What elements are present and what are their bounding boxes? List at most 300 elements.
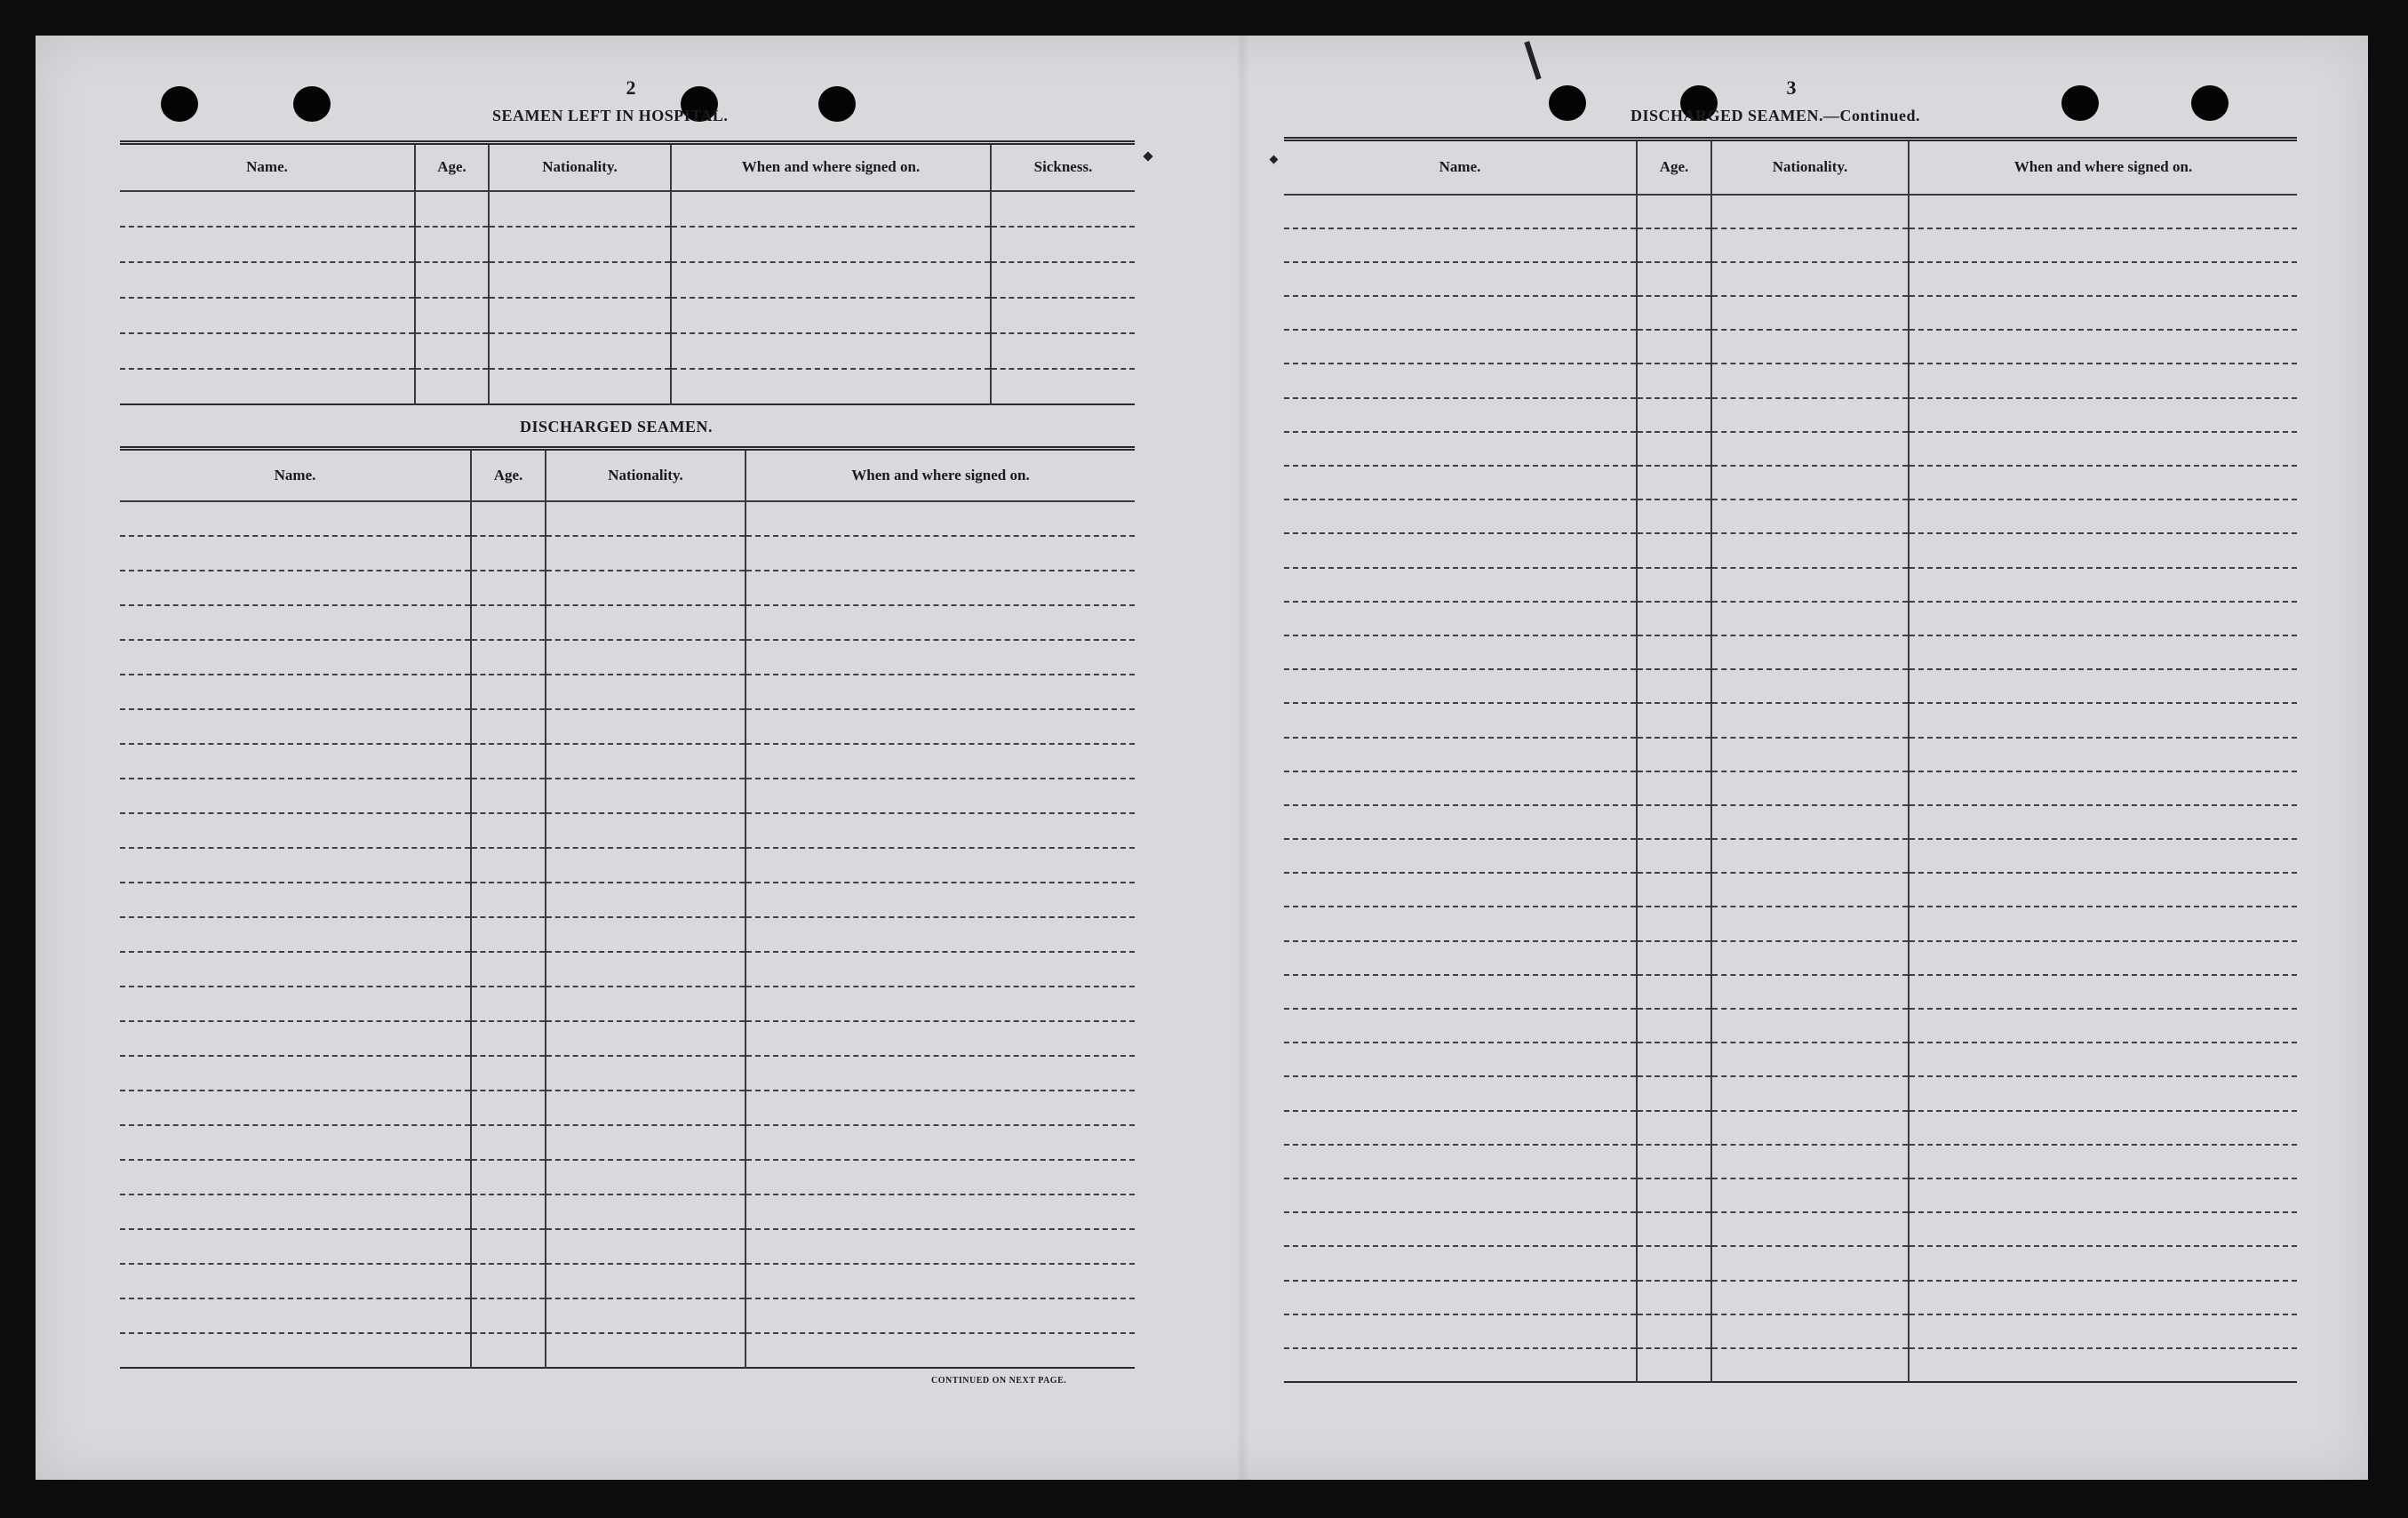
blank-entry-cell[interactable] [671,262,991,298]
blank-entry-cell[interactable] [120,1056,471,1091]
blank-entry-cell[interactable] [1637,873,1711,907]
blank-entry-cell[interactable] [1711,1281,1909,1314]
column-header-age: Age. [471,449,546,501]
blank-entry-cell[interactable] [1711,771,1909,805]
blank-entry-cell[interactable] [1284,669,1637,703]
blank-entry-cell[interactable] [120,536,471,571]
blank-entry-cell[interactable] [471,1264,546,1298]
blank-entry-cell[interactable] [1909,195,2297,228]
blank-entry-cell[interactable] [1711,398,1909,432]
blank-entry-cell[interactable] [1909,975,2297,1009]
blank-entry-cell[interactable] [1711,669,1909,703]
blank-entry-cell[interactable] [1284,1111,1637,1145]
blank-entry-cell[interactable] [471,1021,546,1056]
blank-entry-cell[interactable] [1637,1246,1711,1280]
blank-entry-cell[interactable] [671,298,991,333]
blank-entry-cell[interactable] [1711,703,1909,737]
blank-entry-cell[interactable] [746,813,1135,848]
blank-entry-cell[interactable] [1284,1009,1637,1043]
blank-entry-cell[interactable] [1637,398,1711,432]
blank-entry-cell[interactable] [120,1194,471,1229]
blank-entry-cell[interactable] [546,1229,746,1264]
table-row [120,952,1135,987]
blank-entry-cell[interactable] [546,709,746,744]
blank-entry-cell[interactable] [1909,1178,2297,1212]
blank-entry-cell[interactable] [546,779,746,813]
blank-entry-cell[interactable] [1909,873,2297,907]
blank-entry-cell[interactable] [1909,1314,2297,1348]
blank-entry-cell[interactable] [120,813,471,848]
blank-entry-cell[interactable] [1711,1246,1909,1280]
blank-entry-cell[interactable] [546,536,746,571]
table-row [120,1229,1135,1264]
blank-entry-cell[interactable] [471,1125,546,1160]
table-row [1284,1145,2297,1178]
blank-entry-cell[interactable] [471,1194,546,1229]
blank-entry-cell[interactable] [415,191,489,227]
blank-entry-cell[interactable] [1909,1009,2297,1043]
blank-entry-cell[interactable] [471,536,546,571]
blank-entry-cell[interactable] [1909,669,2297,703]
blank-entry-cell[interactable] [546,1264,746,1298]
blank-entry-cell[interactable] [1284,873,1637,907]
blank-entry-cell[interactable] [546,571,746,605]
blank-entry-cell[interactable] [546,883,746,917]
blank-entry-cell[interactable] [1637,1145,1711,1178]
blank-entry-cell[interactable] [1284,533,1637,567]
blank-entry-cell[interactable] [120,1229,471,1264]
blank-entry-cell[interactable] [746,1264,1135,1298]
blank-entry-cell[interactable] [471,675,546,709]
blank-entry-cell[interactable] [489,227,671,262]
blank-entry-cell[interactable] [1909,364,2297,397]
blank-entry-cell[interactable] [546,1021,746,1056]
blank-entry-cell[interactable] [1909,703,2297,737]
blank-entry-cell[interactable] [746,1056,1135,1091]
blank-entry-cell[interactable] [746,640,1135,675]
blank-entry-cell[interactable] [1284,228,1637,262]
blank-entry-cell[interactable] [1637,1212,1711,1246]
blank-entry-cell[interactable] [991,191,1135,227]
blank-entry-cell[interactable] [120,1125,471,1160]
blank-entry-cell[interactable] [1637,1314,1711,1348]
blank-entry-cell[interactable] [120,571,471,605]
blank-entry-cell[interactable] [1711,1111,1909,1145]
blank-entry-cell[interactable] [1637,669,1711,703]
table-row [120,1056,1135,1091]
blank-entry-cell[interactable] [1284,195,1637,228]
blank-entry-cell[interactable] [1637,1043,1711,1076]
blank-entry-cell[interactable] [1909,1281,2297,1314]
blank-entry-cell[interactable] [1909,1212,2297,1246]
blank-entry-cell[interactable] [1637,1348,1711,1382]
blank-entry-cell[interactable] [1284,771,1637,805]
blank-entry-cell[interactable] [1637,839,1711,873]
blank-entry-cell[interactable] [991,262,1135,298]
blank-entry-cell[interactable] [1711,635,1909,669]
blank-entry-cell[interactable] [1711,568,1909,602]
blank-entry-cell[interactable] [1909,941,2297,975]
blank-entry-cell[interactable] [120,744,471,779]
blank-entry-cell[interactable] [1711,1348,1909,1382]
blank-entry-cell[interactable] [1711,1314,1909,1348]
blank-entry-cell[interactable] [546,605,746,640]
blank-entry-cell[interactable] [1711,1212,1909,1246]
table-row [1284,602,2297,635]
blank-entry-cell[interactable] [1909,398,2297,432]
blank-entry-cell[interactable] [1711,1076,1909,1110]
blank-entry-cell[interactable] [471,952,546,987]
blank-entry-cell[interactable] [1909,432,2297,466]
blank-entry-cell[interactable] [1909,805,2297,839]
blank-entry-cell[interactable] [746,1160,1135,1194]
blank-entry-cell[interactable] [1637,1076,1711,1110]
blank-entry-cell[interactable] [991,369,1135,404]
blank-entry-cell[interactable] [1909,330,2297,364]
table-row [1284,975,2297,1009]
blank-entry-cell[interactable] [120,262,415,298]
blank-entry-cell[interactable] [1284,805,1637,839]
blank-entry-cell[interactable] [489,262,671,298]
blank-entry-cell[interactable] [471,1333,546,1368]
blank-entry-cell[interactable] [1637,364,1711,397]
blank-entry-cell[interactable] [1284,1178,1637,1212]
blank-entry-cell[interactable] [1909,635,2297,669]
blank-entry-cell[interactable] [1637,907,1711,940]
blank-entry-cell[interactable] [1637,635,1711,669]
blank-entry-cell[interactable] [1284,499,1637,533]
blank-entry-cell[interactable] [746,848,1135,883]
blank-entry-cell[interactable] [471,501,546,536]
blank-entry-cell[interactable] [489,369,671,404]
blank-entry-cell[interactable] [746,709,1135,744]
blank-entry-cell[interactable] [1909,602,2297,635]
blank-entry-cell[interactable] [1711,296,1909,330]
blank-entry-cell[interactable] [120,191,415,227]
blank-entry-cell[interactable] [1637,432,1711,466]
blank-entry-cell[interactable] [415,227,489,262]
table-row [1284,228,2297,262]
blank-entry-cell[interactable] [1711,907,1909,940]
blank-entry-cell[interactable] [1637,771,1711,805]
blank-entry-cell[interactable] [546,1125,746,1160]
blank-entry-cell[interactable] [1284,1145,1637,1178]
blank-entry-cell[interactable] [120,640,471,675]
blank-entry-cell[interactable] [1711,1178,1909,1212]
blank-entry-cell[interactable] [746,1194,1135,1229]
blank-entry-cell[interactable] [1284,907,1637,940]
blank-entry-cell[interactable] [1637,330,1711,364]
blank-entry-cell[interactable] [120,1333,471,1368]
blank-entry-cell[interactable] [1637,1178,1711,1212]
blank-entry-cell[interactable] [546,813,746,848]
blank-entry-cell[interactable] [1284,330,1637,364]
blank-entry-cell[interactable] [1284,568,1637,602]
blank-entry-cell[interactable] [746,1333,1135,1368]
blank-entry-cell[interactable] [1637,533,1711,567]
blank-entry-cell[interactable] [1637,499,1711,533]
blank-entry-cell[interactable] [1909,228,2297,262]
blank-entry-cell[interactable] [120,1264,471,1298]
blank-entry-cell[interactable] [471,813,546,848]
blank-entry-cell[interactable] [489,298,671,333]
blank-entry-cell[interactable] [991,227,1135,262]
blank-entry-cell[interactable] [746,987,1135,1021]
blank-entry-cell[interactable] [120,369,415,404]
blank-entry-cell[interactable] [746,675,1135,709]
blank-entry-cell[interactable] [1637,262,1711,296]
blank-entry-cell[interactable] [471,779,546,813]
blank-entry-cell[interactable] [1284,1314,1637,1348]
blank-entry-cell[interactable] [1637,568,1711,602]
blank-entry-cell[interactable] [415,262,489,298]
blank-entry-cell[interactable] [1711,738,1909,771]
blank-entry-cell[interactable] [1637,195,1711,228]
blank-entry-cell[interactable] [415,369,489,404]
discharged-rows [120,501,1135,1368]
page-number-left: 2 [626,76,636,99]
blank-entry-cell[interactable] [1711,262,1909,296]
table-row [1284,635,2297,669]
blank-entry-cell[interactable] [471,605,546,640]
blank-entry-cell[interactable] [546,1160,746,1194]
blank-entry-cell[interactable] [1909,1145,2297,1178]
blank-entry-cell[interactable] [546,675,746,709]
blank-entry-cell[interactable] [1909,771,2297,805]
blank-entry-cell[interactable] [120,848,471,883]
blank-entry-cell[interactable] [546,1298,746,1333]
punch-hole [818,86,856,122]
blank-entry-cell[interactable] [1909,907,2297,940]
blank-entry-cell[interactable] [546,1194,746,1229]
blank-entry-cell[interactable] [1909,1348,2297,1382]
blank-entry-cell[interactable] [991,333,1135,369]
blank-entry-cell[interactable] [1909,738,2297,771]
blank-entry-cell[interactable] [120,1298,471,1333]
blank-entry-cell[interactable] [120,987,471,1021]
blank-entry-cell[interactable] [546,1333,746,1368]
blank-entry-cell[interactable] [1909,1246,2297,1280]
blank-entry-cell[interactable] [120,1021,471,1056]
blank-entry-cell[interactable] [1284,635,1637,669]
blank-entry-cell[interactable] [1284,602,1637,635]
punch-hole [161,86,198,122]
blank-entry-cell[interactable] [546,744,746,779]
blank-entry-cell[interactable] [746,883,1135,917]
blank-entry-cell[interactable] [120,709,471,744]
blank-entry-cell[interactable] [471,709,546,744]
blank-entry-cell[interactable] [1909,1043,2297,1076]
table-row [120,501,1135,536]
blank-entry-cell[interactable] [1284,941,1637,975]
blank-entry-cell[interactable] [1637,1009,1711,1043]
blank-entry-cell[interactable] [471,1229,546,1264]
blank-entry-cell[interactable] [1637,975,1711,1009]
blank-entry-cell[interactable] [1711,533,1909,567]
blank-entry-cell[interactable] [1711,805,1909,839]
blank-entry-cell[interactable] [1637,703,1711,737]
blank-entry-cell[interactable] [671,333,991,369]
blank-entry-cell[interactable] [1284,432,1637,466]
blank-entry-cell[interactable] [120,917,471,952]
blank-entry-cell[interactable] [546,952,746,987]
table-row [1284,1076,2297,1110]
blank-entry-cell[interactable] [1909,568,2297,602]
blank-entry-cell[interactable] [1284,364,1637,397]
blank-entry-cell[interactable] [546,501,746,536]
blank-entry-cell[interactable] [1711,1009,1909,1043]
blank-entry-cell[interactable] [746,917,1135,952]
blank-entry-cell[interactable] [1909,262,2297,296]
blank-entry-cell[interactable] [546,917,746,952]
blank-entry-cell[interactable] [1284,1212,1637,1246]
blank-entry-cell[interactable] [120,501,471,536]
blank-entry-cell[interactable] [1637,466,1711,499]
blank-entry-cell[interactable] [746,1125,1135,1160]
blank-entry-cell[interactable] [746,1229,1135,1264]
blank-entry-cell[interactable] [1284,839,1637,873]
blank-entry-cell[interactable] [546,1091,746,1125]
blank-entry-cell[interactable] [671,369,991,404]
blank-entry-cell[interactable] [1284,738,1637,771]
blank-entry-cell[interactable] [1909,1076,2297,1110]
blank-entry-cell[interactable] [1711,873,1909,907]
blank-entry-cell[interactable] [1284,466,1637,499]
blank-entry-cell[interactable] [671,227,991,262]
blank-entry-cell[interactable] [471,917,546,952]
blank-entry-cell[interactable] [1711,499,1909,533]
blank-entry-cell[interactable] [746,605,1135,640]
column-header-signed-on: When and where signed on. [1909,140,2297,195]
blank-entry-cell[interactable] [546,848,746,883]
blank-entry-cell[interactable] [746,1298,1135,1333]
blank-entry-cell[interactable] [471,640,546,675]
blank-entry-cell[interactable] [120,883,471,917]
blank-entry-cell[interactable] [1284,1043,1637,1076]
blank-entry-cell[interactable] [471,848,546,883]
blank-entry-cell[interactable] [746,1091,1135,1125]
blank-entry-cell[interactable] [471,1091,546,1125]
table-row [1284,1178,2297,1212]
blank-entry-cell[interactable] [1284,398,1637,432]
blank-entry-cell[interactable] [1637,1281,1711,1314]
blank-entry-cell[interactable] [471,1160,546,1194]
blank-entry-cell[interactable] [1711,941,1909,975]
blank-entry-cell[interactable] [1284,262,1637,296]
blank-entry-cell[interactable] [1711,330,1909,364]
blank-entry-cell[interactable] [1711,975,1909,1009]
blank-entry-cell[interactable] [471,1056,546,1091]
blank-entry-cell[interactable] [1637,941,1711,975]
blank-entry-cell[interactable] [1909,499,2297,533]
blank-entry-cell[interactable] [471,987,546,1021]
blank-entry-cell[interactable] [1284,296,1637,330]
blank-entry-cell[interactable] [1637,1111,1711,1145]
blank-entry-cell[interactable] [1711,228,1909,262]
blank-entry-cell[interactable] [471,1298,546,1333]
blank-entry-cell[interactable] [120,605,471,640]
blank-entry-cell[interactable] [120,333,415,369]
blank-entry-cell[interactable] [546,1056,746,1091]
column-header-sickness: Sickness. [991,143,1135,191]
blank-entry-cell[interactable] [1284,703,1637,737]
blank-entry-cell[interactable] [1284,1246,1637,1280]
table-row [120,848,1135,883]
blank-entry-cell[interactable] [1711,466,1909,499]
table-row [120,883,1135,917]
blank-entry-cell[interactable] [471,883,546,917]
table-row [120,675,1135,709]
blank-entry-cell[interactable] [746,744,1135,779]
blank-entry-cell[interactable] [1909,1111,2297,1145]
blank-entry-cell[interactable] [120,952,471,987]
blank-entry-cell[interactable] [1637,738,1711,771]
blank-entry-cell[interactable] [1909,839,2297,873]
blank-entry-cell[interactable] [1284,1076,1637,1110]
blank-entry-cell[interactable] [746,571,1135,605]
blank-entry-cell[interactable] [1711,1043,1909,1076]
blank-entry-cell[interactable] [1711,364,1909,397]
table-row [120,709,1135,744]
blank-entry-cell[interactable] [1909,533,2297,567]
blank-entry-cell[interactable] [415,333,489,369]
punch-hole [1549,85,1586,121]
blank-entry-cell[interactable] [1637,296,1711,330]
blank-entry-cell[interactable] [1711,432,1909,466]
blank-entry-cell[interactable] [1909,296,2297,330]
blank-entry-cell[interactable] [120,1160,471,1194]
blank-entry-cell[interactable] [1284,975,1637,1009]
blank-entry-cell[interactable] [746,536,1135,571]
blank-entry-cell[interactable] [1711,602,1909,635]
hospital-table [120,140,1135,405]
blank-entry-cell[interactable] [1637,228,1711,262]
blank-entry-cell[interactable] [471,571,546,605]
blank-entry-cell[interactable] [546,640,746,675]
blank-entry-cell[interactable] [991,298,1135,333]
blank-entry-cell[interactable] [671,191,991,227]
table-row [120,917,1135,952]
blank-entry-cell[interactable] [415,298,489,333]
blank-entry-cell[interactable] [120,779,471,813]
blank-entry-cell[interactable] [120,298,415,333]
blank-entry-cell[interactable] [746,1021,1135,1056]
column-header-signed-on: When and where signed on. [671,143,991,191]
blank-entry-cell[interactable] [120,1091,471,1125]
blank-entry-cell[interactable] [746,952,1135,987]
blank-entry-cell[interactable] [1637,602,1711,635]
blank-entry-cell[interactable] [1909,466,2297,499]
blank-entry-cell[interactable] [489,191,671,227]
blank-entry-cell[interactable] [120,675,471,709]
blank-entry-cell[interactable] [1711,195,1909,228]
blank-entry-cell[interactable] [746,501,1135,536]
blank-entry-cell[interactable] [1284,1281,1637,1314]
blank-entry-cell[interactable] [1711,839,1909,873]
column-header-nationality: Nationality. [546,449,746,501]
table-row [120,813,1135,848]
blank-entry-cell[interactable] [746,779,1135,813]
blank-entry-cell[interactable] [120,227,415,262]
blank-entry-cell[interactable] [1711,1145,1909,1178]
blank-entry-cell[interactable] [489,333,671,369]
blank-entry-cell[interactable] [1637,805,1711,839]
table-row [120,571,1135,605]
blank-entry-cell[interactable] [1284,1348,1637,1382]
table-row [1284,1314,2297,1348]
blank-entry-cell[interactable] [546,987,746,1021]
blank-entry-cell[interactable] [471,744,546,779]
